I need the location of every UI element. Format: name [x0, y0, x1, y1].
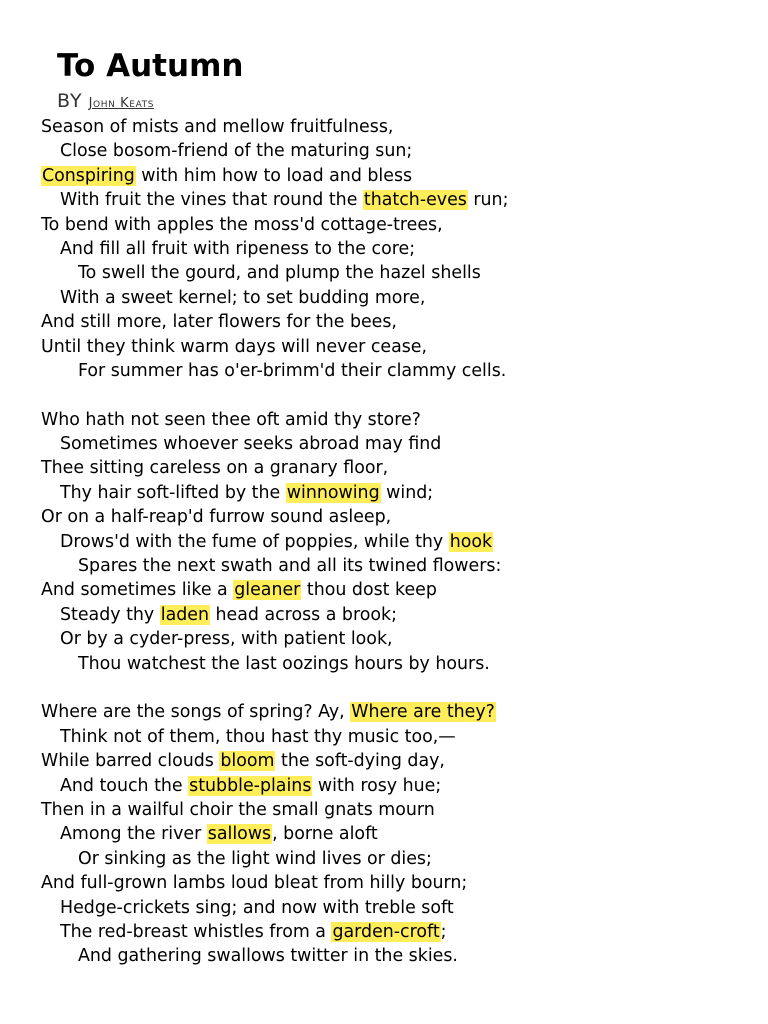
stanza	[41, 700, 761, 968]
line-text: With fruit the vines that round the	[60, 190, 363, 211]
highlighted-word: stubble-plains	[189, 775, 312, 796]
highlighted-word: gleaner	[234, 580, 301, 601]
line-text: with rosy hue;	[312, 775, 442, 796]
highlighted-word: garden-croft	[332, 921, 440, 942]
highlighted-word: winnowing	[286, 482, 380, 503]
line-text: the soft-dying day,	[275, 751, 445, 772]
poem-line	[41, 798, 761, 822]
poem-line	[41, 944, 761, 968]
poem-line	[41, 335, 761, 359]
line-text: And gathering swallows twitter in the skies.	[78, 946, 458, 967]
poem-line	[41, 286, 761, 310]
poem-line	[41, 652, 761, 676]
poem-line	[41, 237, 761, 261]
poem-line	[41, 603, 761, 627]
line-text: Steady thy	[60, 604, 160, 625]
line-text: Thou watchest the last oozings hours by hours.	[78, 653, 490, 674]
line-text: Hedge-crickets sing; and now with treble soft	[60, 897, 454, 918]
highlighted-word: thatch-eves	[363, 190, 467, 211]
line-text: with him how to load and bless	[135, 165, 413, 186]
highlighted-word: Conspiring	[42, 165, 135, 186]
author-link[interactable]: John Keats	[88, 96, 155, 111]
line-text: And full-grown lambs loud bleat from hilly bourn;	[41, 873, 468, 894]
line-text: Until they think warm days will never cease,	[41, 336, 428, 357]
line-text: For summer has o'er-brimm'd their clammy cells.	[78, 360, 507, 381]
line-text: While barred clouds	[41, 751, 220, 772]
poem-line	[41, 920, 761, 944]
line-text: Or sinking as the light wind lives or dies;	[78, 848, 432, 869]
poem-line	[41, 261, 761, 285]
poem-line	[41, 115, 761, 139]
highlighted-word: sallows	[207, 824, 272, 845]
poem-line	[41, 456, 761, 480]
line-text: wind;	[380, 482, 434, 503]
line-text: Where are the songs of spring? Ay,	[41, 702, 351, 723]
line-text: The red-breast whistles from a	[60, 921, 332, 942]
line-text: thou dost keep	[301, 580, 437, 601]
poem-line	[41, 481, 761, 505]
byline-prefix: BY	[57, 90, 83, 112]
line-text: head across a brook;	[209, 604, 397, 625]
line-text: Drows'd with the fume of poppies, while thy	[60, 531, 449, 552]
line-text: Think not of them, thou hast thy music too,—	[60, 726, 456, 747]
poem-line	[41, 432, 761, 456]
poem-line	[41, 822, 761, 846]
line-text: Among the river	[60, 824, 207, 845]
line-text: Spares the next swath and all its twined flowers:	[78, 556, 502, 577]
poem-line	[41, 408, 761, 432]
poem-line	[41, 530, 761, 554]
line-text: Thee sitting careless on a granary floor,	[41, 458, 389, 479]
byline	[57, 89, 154, 116]
poem-line	[41, 578, 761, 602]
line-text: Then in a wailful choir the small gnats mourn	[41, 799, 435, 820]
line-text: Season of mists and mellow fruitfulness,	[41, 117, 394, 137]
line-text: To swell the gourd, and plump the hazel shells	[78, 263, 481, 284]
line-text: Close bosom-friend of the maturing sun;	[60, 141, 413, 162]
poem-line	[41, 725, 761, 749]
stanza	[41, 408, 761, 676]
line-text: To bend with apples the moss'd cottage-trees,	[41, 214, 443, 235]
line-text: Sometimes whoever seeks abroad may find	[60, 434, 442, 455]
poem-line	[41, 896, 761, 920]
poem-line	[41, 505, 761, 529]
poem-line	[41, 164, 761, 188]
line-text: With a sweet kernel; to set budding more,	[60, 287, 426, 308]
line-text: ;	[440, 921, 447, 942]
line-text: Thy hair soft-lifted by the	[60, 482, 286, 503]
line-text: Who hath not seen thee oft amid thy store?	[41, 409, 421, 430]
poem-line	[41, 847, 761, 871]
line-text: And touch the	[60, 775, 189, 796]
poem-line	[41, 749, 761, 773]
poem-line	[41, 188, 761, 212]
highlighted-word: hook	[449, 531, 493, 552]
line-text: run;	[467, 190, 509, 211]
poem-line	[41, 871, 761, 895]
poem-title: To Autumn	[57, 48, 244, 84]
poem-line	[41, 700, 761, 724]
poem-line	[41, 359, 761, 383]
stanza	[41, 115, 761, 383]
poem-line	[41, 310, 761, 334]
highlighted-word: Where are they?	[351, 702, 495, 723]
line-text: And still more, later flowers for the bees,	[41, 312, 397, 333]
poem-line	[41, 627, 761, 651]
highlighted-word: bloom	[220, 751, 275, 772]
poem-line	[41, 774, 761, 798]
line-text: Or on a half-reap'd furrow sound asleep,	[41, 507, 392, 528]
highlighted-word: laden	[160, 604, 209, 625]
poem-line	[41, 554, 761, 578]
line-text: Or by a cyder-press, with patient look,	[60, 629, 393, 650]
poem-line	[41, 139, 761, 163]
poem-body	[41, 115, 761, 993]
poem-line	[41, 213, 761, 237]
line-text: And fill all fruit with ripeness to the core;	[60, 238, 416, 259]
line-text: And sometimes like a	[41, 580, 234, 601]
line-text: , borne aloft	[272, 824, 378, 845]
